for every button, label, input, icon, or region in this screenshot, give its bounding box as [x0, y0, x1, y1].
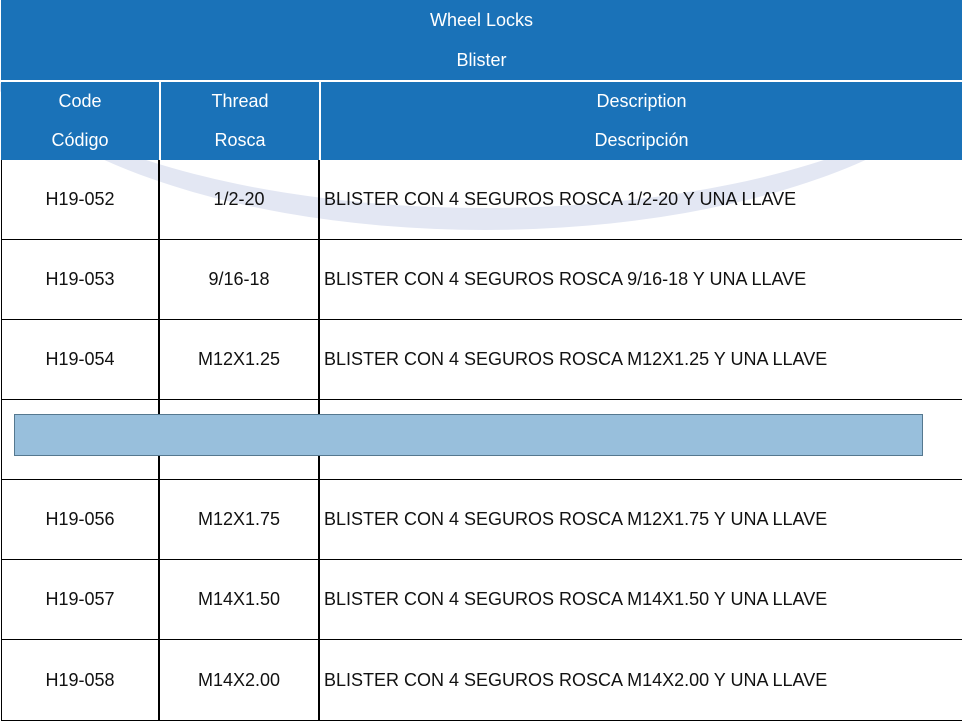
- cell-description: BLISTER CON 4 SEGUROS ROSCA M14X1.50 Y UNA LLAVE: [324, 589, 828, 609]
- cell-thread: M14X1.50: [160, 560, 320, 639]
- cell-code: H19-054: [1, 320, 160, 399]
- cell-description: BLISTER CON 4 SEGUROS ROSCA M14X2.00 Y UNA LLAVE: [324, 669, 828, 690]
- column-header-thread-es: Rosca: [214, 130, 266, 150]
- table-title: Wheel Locks: [1, 0, 962, 40]
- cell-description: BLISTER CON 4 SEGUROS ROSCA M12X1.75 Y UNA LLAVE: [324, 509, 828, 529]
- cell-thread: M12X1.75: [160, 480, 320, 559]
- table-row-selected[interactable]: [1, 560, 962, 640]
- table-row[interactable]: [1, 160, 962, 240]
- column-header-description-es: Descripción: [594, 130, 689, 150]
- cell-thread: 1/2-20: [160, 160, 320, 239]
- column-header-code: [1, 82, 161, 160]
- cell-thread: 9/16-18: [160, 240, 320, 319]
- column-header-code-es: Código: [51, 130, 109, 150]
- cell-code: H19-056: [1, 480, 160, 559]
- cell-code: H19-057: [1, 560, 160, 639]
- cell-thread: M14X2.00: [160, 640, 320, 720]
- column-header-code-en: Code: [58, 91, 102, 111]
- table-row[interactable]: [1, 320, 962, 400]
- cell-description: BLISTER CON 4 SEGUROS ROSCA M12X1.25 Y UNA LLAVE: [324, 349, 828, 369]
- table-row[interactable]: [1, 640, 962, 721]
- table-row[interactable]: [1, 240, 962, 320]
- cell-thread: M12X1.25: [160, 320, 320, 399]
- column-header-thread: [161, 82, 321, 160]
- column-header-description: [321, 82, 962, 160]
- cell-description: BLISTER CON 4 SEGUROS ROSCA 1/2-20 Y UNA LLAVE: [324, 189, 797, 209]
- table-subtitle: Blister: [1, 40, 962, 82]
- cell-code: H19-053: [1, 240, 160, 319]
- cell-code: H19-052: [1, 160, 160, 239]
- row-selection-highlight: [14, 414, 923, 456]
- column-header-description-en: Description: [596, 91, 687, 111]
- cell-code: H19-058: [1, 640, 160, 720]
- cell-description: BLISTER CON 4 SEGUROS ROSCA 9/16-18 Y UNA LLAVE: [324, 269, 807, 289]
- column-header-thread-en: Thread: [211, 91, 269, 111]
- table-row[interactable]: [1, 480, 962, 560]
